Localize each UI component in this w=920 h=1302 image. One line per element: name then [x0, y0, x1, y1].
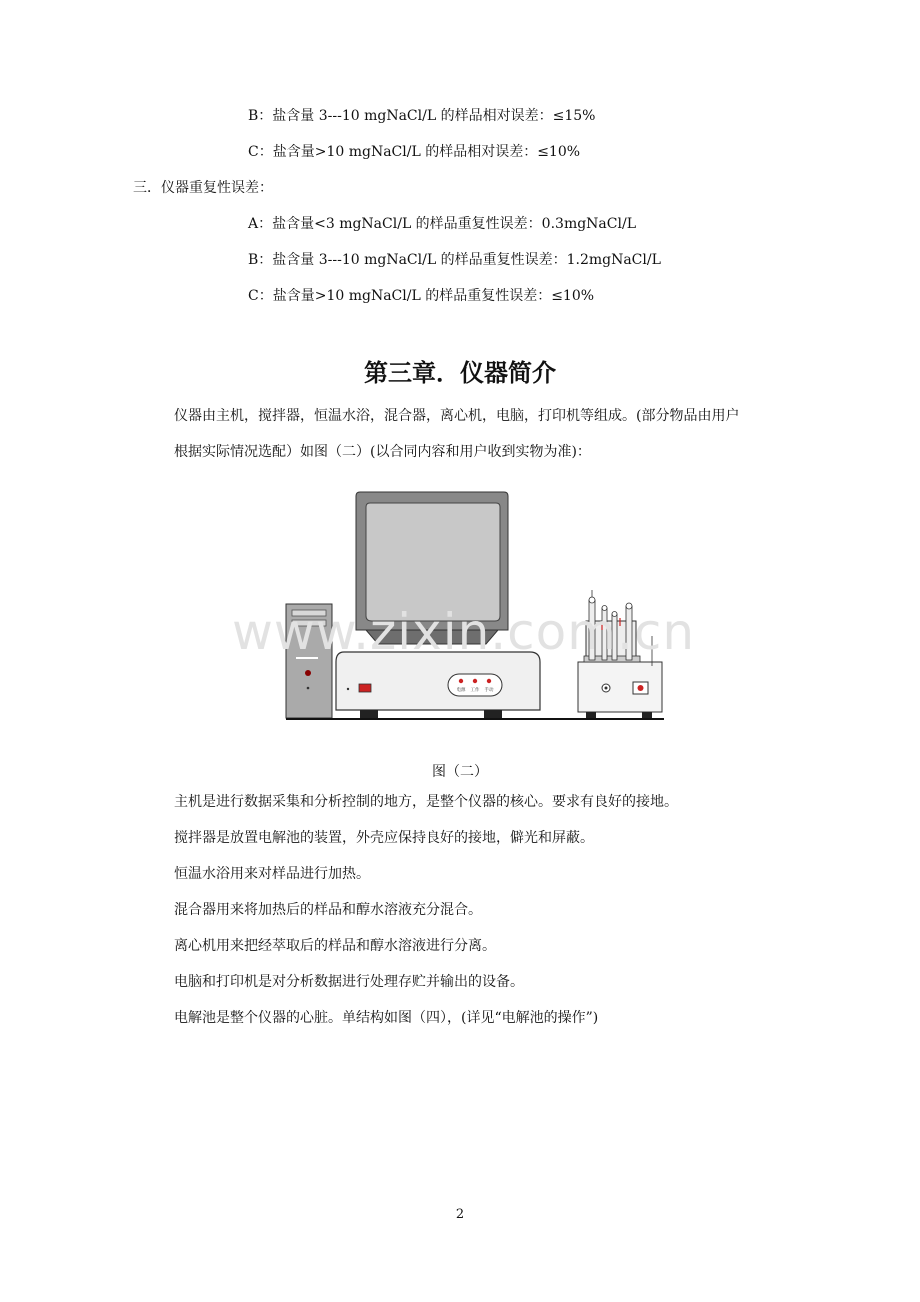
- panel-label-manual: 手动: [484, 688, 494, 693]
- desc-centrifuge: 离心机用来把经萃取后的样品和醇水溶液进行分离。: [174, 938, 496, 954]
- intro-line-2: 根据实际情况选配）如图（二）(以合同内容和用户收到实物为准)：: [174, 444, 591, 460]
- section3-heading: 三．仪器重复性误差：: [133, 180, 273, 196]
- spec-b-accuracy: B：盐含量 3---10 mgNaCl/L 的样品相对误差：≤15%: [248, 108, 596, 124]
- desc-mixer: 混合器用来将加热后的样品和醇水溶液充分混合。: [174, 902, 482, 918]
- panel-label-power: 电源: [456, 688, 466, 693]
- chapter-title: 第三章．仪器简介: [364, 359, 556, 387]
- desc-water-bath: 恒温水浴用来对样品进行加热。: [174, 866, 370, 882]
- desc-stirrer: 搅拌器是放置电解池的装置，外壳应保持良好的接地，僻光和屏蔽。: [174, 830, 594, 846]
- intro-line-1: 仪器由主机，搅拌器，恒温水浴，混合器，离心机，电脑，打印机等组成。(部分物品由用户: [174, 408, 740, 424]
- page-number: 2: [455, 1207, 465, 1222]
- desc-computer-printer: 电脑和打印机是对分析数据进行处理存贮并输出的设备。: [174, 974, 524, 990]
- figure-caption: 图（二）: [432, 764, 488, 780]
- repeat-a: A：盐含量<3 mgNaCl/L 的样品重复性误差：0.3mgNaCl/L: [248, 216, 636, 232]
- desc-main-unit: 主机是进行数据采集和分析控制的地方，是整个仪器的核心。要求有良好的接地。: [174, 794, 678, 810]
- main-unit: [336, 652, 540, 719]
- desc-electrolytic-cell: 电解池是整个仪器的心脏。单结构如图（四），(详见“电解池的操作”): [174, 1010, 599, 1026]
- repeat-b: B：盐含量 3---10 mgNaCl/L 的样品重复性误差：1.2mgNaCl/L: [248, 252, 661, 268]
- panel-label-work: 工作: [470, 688, 480, 693]
- watermark: www.zixin.com.cn: [232, 603, 696, 661]
- spec-c-accuracy: C：盐含量>10 mgNaCl/L 的样品相对误差：≤10%: [248, 144, 581, 160]
- repeat-c: C：盐含量>10 mgNaCl/L 的样品重复性误差：≤10%: [248, 288, 595, 304]
